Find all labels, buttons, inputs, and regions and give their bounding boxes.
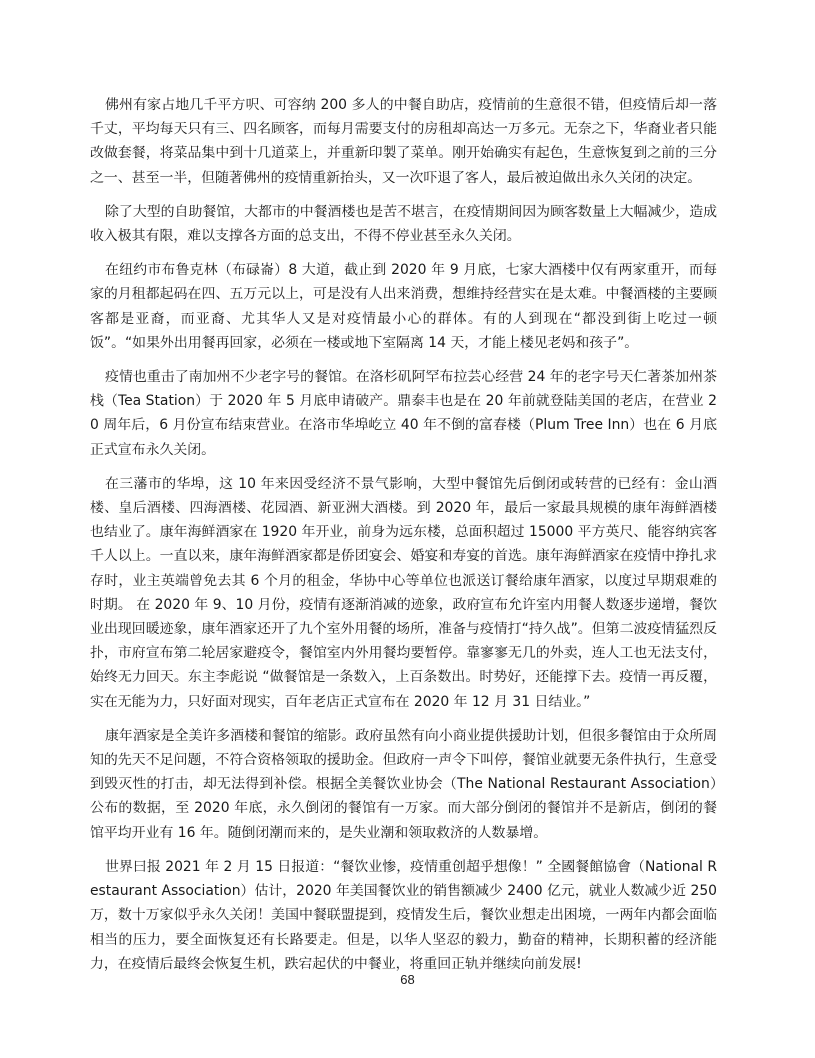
paragraph-7: 世界曰报 2021 年 2 月 15 日报道：“餐饮业惨，疫情重创超乎想像！” 全國餐館協會（National Restaurant Association）估计，2020 年美国餐饮业的销售额减少 2400 亿元，就业人数减少近 250 万，数十万家似乎永久关闭！美国中餐联盟提到，疫情发生后，餐饮业想走出困境，一两年内都会面临相当的压力，要全面恢复还有长路要走。但是，以华人坚忍的毅力，勤奋的精神，长期积蓄的经济能力，在疫情后最终会恢复生机，跌宕起伏的中餐业，将重回正轨并继续向前发展! <box>90 858 717 972</box>
paragraph-3: 在纽约市布鲁克林（布碌崙）8 大道，截止到 2020 年 9 月底，七家大酒楼中仅有两家重开，而每家的月租都起码在四、五万元以上，可是没有人出来消费，想维持经营实在是太难。中餐酒楼的主要顾客都是亚裔，而亚裔、尤其华人又是对疫情最小心的群体。有的人到现在“都没到街上吃过一顿饭”。“如果外出用餐再回家，必须在一楼或地下室隔离 14 天，才能上楼见老妈和孩子”。 <box>90 262 717 351</box>
paragraph-5: 在三藩市的华埠，这 10 年来因受经济不景气影响，大型中餐馆先后倒闭或转营的已经有：金山酒楼、皇后酒楼、四海酒楼、花园酒、新亚洲大酒楼。到 2020 年，最后一家最具规模的康年海鲜酒楼也结业了。康年海鲜酒家在 1920 年开业，前身为远东楼，总面积超过 15000 平方英尺、能容纳宾客千人以上。一直以来，康年海鲜酒家都是侨团宴会、婚宴和寿宴的首选。康年海鲜酒家在疫情中挣扎求存时，业主英端曾免去其 6 个月的租金，华协中心等单位也派送订餐给康年酒家，以度过早期艰难的时期。 在 2020 年 9、10 月份，疫情有逐渐消减的迹象，政府宣布允许室内用餐人数逐步递增，餐饮业出现回暖迹象，康年酒家还开了九个室外用餐的场所，准备与疫情打“持久战”。但第二波疫情猛烈反扑，市府宣布第二轮居家避疫令，餐馆室内外用餐均要暂停。靠寥寥无几的外卖，连人工也无法支付，始终无力回天。东主李彪说 “做餐馆是一条数入，上百条数出。时势好，还能撑下去。疫情一再反覆，实在无能为力，只好面对现实，百年老店正式宣布在 2020 年 12 月 31 日结业。” <box>90 475 717 710</box>
paragraph-2: 除了大型的自助餐馆，大都市的中餐酒楼也是苦不堪言，在疫情期间因为顾客数量上大幅减少，造成收入极其有限，难以支撑各方面的总支出，不得不停业甚至永久关闭。 <box>90 203 717 245</box>
paragraph-6: 康年酒家是全美许多酒楼和餐馆的缩影。政府虽然有向小商业提供援助计划，但很多餐馆由于众所周知的先天不足问题，不符合资格领取的援助金。但政府一声令下叫停，餐馆业就要无条件执行，生意受到毁灭性的打击，却无法得到补偿。根据全美餐饮业协会（The National Restaurant Association）公布的数据，至 2020 年底，永久倒闭的餐馆有一万家。而大部分倒闭的餐馆并不是新店，倒闭的餐馆平均开业有 16 年。随倒闭潮而来的，是失业潮和领取救济的人数暴增。 <box>90 727 717 841</box>
paragraph-1: 佛州有家占地几千平方呎、可容纳 200 多人的中餐自助店，疫情前的生意很不错，但疫情后却一落千丈，平均每天只有三、四名顾客，而每月需要支付的房租却高达一万多元。无奈之下，华裔业者只能改做套餐，将菜品集中到十几道菜上，并重新印製了菜单。刚开始确实有起色，生意恢复到之前的三分之一、甚至一半，但随著佛州的疫情重新抬头，又一次吓退了客人，最后被迫做出永久关闭的决定。 <box>90 97 717 186</box>
paragraph-4: 疫情也重击了南加州不少老字号的餐馆。在洛杉矶阿罕布拉芸心经营 24 年的老字号天仁著茶加州茶栈（Tea Station）于 2020 年 5 月底申请破产。鼎泰丰也是在 20 年前就登陆美国的老店，在营业 20 周年后，6 月份宣布结束营业。在洛市华埠屹立 40 年不倒的富春楼（Plum Tree Inn）也在 6 月底正式宣布永久关闭。 <box>90 369 717 458</box>
page-number: 68 <box>400 972 415 987</box>
body-text <box>90 93 717 986</box>
